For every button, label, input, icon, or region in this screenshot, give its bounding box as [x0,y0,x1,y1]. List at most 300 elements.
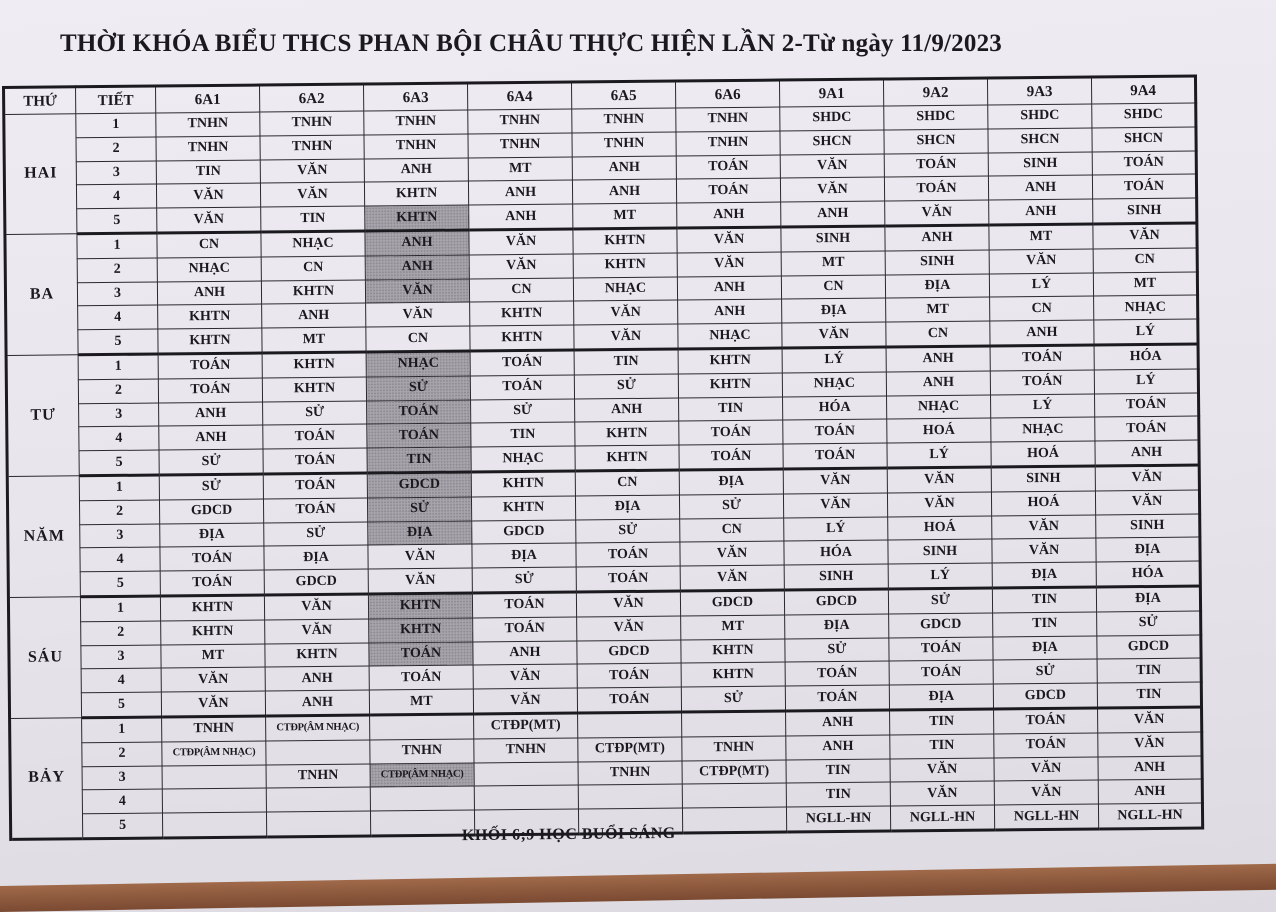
subject-cell: TOÁN [785,661,889,686]
subject-cell: NHẠC [573,277,677,302]
subject-cell: ANH [365,255,469,280]
subject-cell [162,788,266,813]
subject-cell [578,784,682,809]
subject-cell: GDCD [680,590,784,616]
page-title: THỜI KHÓA BIỂU THCS PHAN BỘI CHÂU THỰC HIỆN LẦN 2-Từ ngày 11/9/2023 [60,30,1002,57]
subject-cell: TOÁN [576,566,680,592]
subject-cell: VĂN [260,159,364,184]
subject-cell: SỬ [159,449,263,475]
subject-cell: NHẠC [471,446,575,472]
timetable-container [2,75,1204,841]
subject-cell: KHTN [262,377,366,402]
subject-cell: ANH [572,179,676,204]
subject-cell: GDCD [159,499,263,524]
period-number: 5 [79,450,159,476]
subject-cell [578,712,682,738]
subject-cell [474,762,578,787]
period-number: 4 [81,668,161,693]
subject-cell: TNHN [364,110,468,135]
period-number: 5 [82,813,162,839]
subject-cell: HÓA [783,396,887,421]
period-number: 1 [78,354,158,380]
subject-cell: ĐỊA [575,495,679,520]
subject-cell: HÓA [784,540,888,565]
subject-cell: SỬ [366,376,470,401]
subject-cell: VĂN [677,227,781,253]
subject-cell: MT [681,615,785,640]
subject-cell: TOÁN [470,350,574,376]
subject-cell: ANH [572,156,676,181]
subject-cell: TOÁN [576,542,680,567]
subject-cell: VĂN [469,229,573,255]
subject-cell: GDCD [889,613,993,638]
subject-cell: NHẠC [261,231,365,257]
subject-cell: TOÁN [577,687,681,713]
subject-cell: VĂN [368,544,472,569]
subject-cell: SỬ [263,401,367,426]
subject-cell: ANH [575,398,679,423]
subject-cell: LÝ [991,394,1095,419]
subject-cell: KHTN [369,618,473,643]
subject-cell: TOÁN [1095,416,1199,441]
subject-cell: VĂN [365,279,469,304]
subject-cell: GDCD [472,520,576,545]
subject-cell: ANH [265,666,369,691]
subject-cell: MT [573,203,677,229]
subject-cell: ANH [781,201,885,227]
header-class: 6A4 [467,82,571,110]
subject-cell: ĐỊA [889,684,993,710]
subject-cell: TNHN [676,131,780,156]
subject-cell: KHTN [368,593,472,619]
subject-cell: SỬ [576,519,680,544]
period-number: 1 [82,717,162,743]
subject-cell: CN [886,321,990,347]
subject-cell: SINH [1096,514,1200,539]
period-number: 3 [77,282,157,307]
period-number: 4 [79,426,159,451]
subject-cell: SINH [888,539,992,564]
subject-cell: TOÁN [158,378,262,403]
subject-cell: TOÁN [990,345,1094,371]
subject-cell: VĂN [992,515,1096,540]
subject-cell: SỬ [264,522,368,547]
subject-cell: TOÁN [367,400,471,425]
subject-cell: SHCN [780,130,884,155]
subject-cell: TIN [993,612,1097,637]
subject-cell: MT [781,251,885,276]
subject-cell: ANH [159,402,263,427]
subject-cell [266,787,370,812]
header-tiet: TIẾT [76,86,156,114]
subject-cell: TOÁN [1095,393,1199,418]
subject-cell: TNHN [260,135,364,160]
subject-cell: CN [366,326,470,352]
subject-cell: SHDC [988,104,1092,129]
subject-cell: CN [680,518,784,543]
subject-cell: VĂN [989,249,1093,274]
subject-cell: ANH [886,346,990,372]
subject-cell: KHTN [262,352,366,378]
subject-cell: TOÁN [785,685,889,711]
subject-cell [682,807,786,833]
subject-cell: TOÁN [783,443,887,469]
subject-cell [682,711,786,737]
subject-cell: TIN [786,782,890,807]
subject-cell: CN [990,296,1094,321]
subject-cell: GDCD [264,569,368,595]
subject-cell: LÝ [1094,369,1198,394]
subject-cell: TNHN [676,107,780,132]
subject-cell: SỬ [993,659,1097,684]
subject-cell: TOÁN [263,473,367,499]
subject-cell: TIN [156,160,260,185]
period-number: 2 [79,500,159,525]
subject-cell: KHTN [365,205,469,231]
subject-cell [474,785,578,810]
subject-cell: VĂN [469,254,573,279]
subject-cell: ANH [678,299,782,324]
header-thu: THỨ [4,87,76,115]
subject-cell: TOÁN [473,617,577,642]
subject-cell: TOÁN [160,570,264,596]
subject-cell: TNHN [162,716,266,742]
subject-cell: KHTN [678,373,782,398]
subject-cell: CTĐP(ÂM NHẠC) [370,763,474,788]
subject-cell: TOÁN [676,178,780,203]
subject-cell: VĂN [780,154,884,179]
subject-cell: ANH [262,303,366,328]
subject-cell: ANH [885,225,989,251]
subject-cell: SHCN [884,129,988,154]
subject-cell: ĐỊA [264,545,368,570]
subject-cell: ANH [990,320,1094,346]
subject-cell: TNHN [578,761,682,786]
header-class: 9A3 [987,77,1091,105]
subject-cell: VĂN [473,664,577,689]
period-number: 3 [80,524,160,549]
subject-cell: ANH [365,230,469,256]
subject-cell: HOÁ [991,441,1095,467]
subject-cell: SHDC [780,106,884,131]
subject-cell: VĂN [680,541,784,566]
period-number: 4 [78,305,158,330]
subject-cell: ĐỊA [1096,537,1200,562]
subject-cell: ANH [1095,440,1199,466]
subject-cell: SỬ [681,686,785,712]
subject-cell: CN [1093,248,1197,273]
subject-cell: CN [781,275,885,300]
subject-cell: SHDC [1092,103,1196,128]
subject-cell: TNHN [572,132,676,157]
subject-cell: VĂN [677,252,781,277]
subject-cell: ĐỊA [679,469,783,495]
subject-cell: CTĐP(MT) [682,760,786,785]
subject-cell: TOÁN [1092,151,1196,176]
subject-cell: SINH [781,226,885,252]
period-number: 2 [81,621,161,646]
subject-cell: TOÁN [884,153,988,178]
subject-cell: SINH [988,152,1092,177]
subject-cell: ANH [786,710,890,736]
subject-cell: KHTN [575,445,679,471]
subject-cell: KHTN [678,348,782,374]
subject-cell: TNHN [572,108,676,133]
timetable [2,75,1204,841]
subject-cell: TOÁN [577,663,681,688]
subject-cell: GDCD [367,472,471,498]
subject-cell: TIN [367,447,471,473]
subject-cell: LÝ [887,442,991,468]
subject-cell: GDCD [1097,635,1201,660]
subject-cell: VĂN [1098,732,1202,757]
subject-cell: ĐỊA [782,298,886,323]
subject-cell [370,810,474,836]
subject-cell: ANH [159,425,263,450]
subject-cell: NGLL-HN [1098,803,1202,829]
subject-cell: TIN [890,734,994,759]
subject-cell: SỬ [574,374,678,399]
subject-cell: VĂN [574,300,678,325]
subject-cell: KHTN [471,471,575,497]
subject-cell: VĂN [1095,490,1199,515]
subject-cell: KHTN [261,280,365,305]
subject-cell: SHCN [988,128,1092,153]
subject-cell: NGLL-HN [994,804,1098,830]
subject-cell: KHTN [265,643,369,668]
subject-cell: TOÁN [158,353,262,379]
subject-cell: VĂN [992,538,1096,563]
subject-cell: ANH [1098,756,1202,781]
header-class: 9A4 [1091,76,1195,104]
subject-cell: TIN [679,397,783,422]
subject-cell: ĐỊA [785,614,889,639]
day-label: HAI [4,114,77,235]
subject-cell: VĂN [1098,707,1202,733]
subject-cell: VĂN [264,594,368,620]
period-number: 1 [80,596,160,622]
day-label: NĂM [7,476,80,598]
subject-cell: TNHN [474,738,578,763]
subject-cell: ĐỊA [1096,586,1200,612]
subject-cell: SINH [885,250,989,275]
subject-cell: VĂN [890,781,994,806]
subject-cell: VĂN [368,568,472,594]
subject-cell: ANH [989,199,1093,225]
subject-cell: HÓA [1096,561,1200,587]
subject-cell: KHTN [471,496,575,521]
subject-cell: TOÁN [889,637,993,662]
subject-cell: VĂN [156,183,260,208]
subject-cell: TNHN [260,111,364,136]
subject-cell: KHTN [681,639,785,664]
subject-cell: TNHN [364,134,468,159]
period-number: 5 [81,692,161,718]
subject-cell: MT [989,224,1093,250]
subject-cell: VĂN [885,200,989,226]
subject-cell: SỬ [471,399,575,424]
subject-cell: ANH [469,204,573,230]
subject-cell: VĂN [157,207,261,233]
subject-cell: ANH [468,180,572,205]
subject-cell: VĂN [260,182,364,207]
header-class: 6A5 [571,81,675,109]
subject-cell: SHCN [1092,127,1196,152]
subject-cell: CN [575,470,679,496]
period-number: 3 [81,645,161,670]
period-number: 4 [76,184,156,209]
period-number: 1 [79,475,159,501]
subject-cell [162,812,266,838]
subject-cell: NHẠC [1094,295,1198,320]
subject-cell: TIN [992,587,1096,613]
day-label: BA [5,234,78,356]
subject-cell: TNHN [156,112,260,137]
subject-cell: TOÁN [367,423,471,448]
subject-cell: HÓA [1094,344,1198,370]
subject-cell: ANH [886,371,990,396]
subject-cell: HOÁ [887,418,991,443]
subject-cell: SINH [784,564,888,590]
subject-cell: ANH [677,276,781,301]
period-number: 2 [78,379,158,404]
subject-cell [266,740,370,765]
subject-cell: TOÁN [990,370,1094,395]
subject-cell: VĂN [576,591,680,617]
subject-cell: TNHN [156,136,260,161]
subject-cell: VĂN [1095,465,1199,491]
subject-cell: NGLL-HN [786,806,890,832]
subject-cell: TOÁN [472,592,576,618]
subject-cell: ĐỊA [992,562,1096,588]
subject-cell: TOÁN [470,375,574,400]
subject-cell: HOÁ [888,516,992,541]
subject-cell: NHẠC [157,257,261,282]
subject-cell: TOÁN [679,444,783,470]
subject-cell: KHTN [158,304,262,329]
subject-cell: CN [157,232,261,258]
subject-cell: ANH [677,202,781,228]
period-number: 3 [79,403,159,428]
subject-cell [682,783,786,808]
subject-cell: TOÁN [160,546,264,571]
subject-cell: MT [161,644,265,669]
subject-cell: SHDC [884,105,988,130]
subject-cell: LÝ [989,273,1093,298]
subject-cell: TOÁN [679,420,783,445]
subject-cell: MT [262,327,366,353]
subject-cell: KHTN [681,662,785,687]
subject-cell: SỬ [159,474,263,500]
subject-cell [266,811,370,837]
subject-cell: TOÁN [263,448,367,474]
subject-cell: MT [369,689,473,715]
subject-cell: NHẠC [991,417,1095,442]
subject-cell: CTĐP(MT) [578,737,682,762]
subject-cell: KHTN [573,253,677,278]
subject-cell: SỬ [367,497,471,522]
period-number: 2 [76,137,156,162]
subject-cell: CN [469,278,573,303]
subject-cell: VĂN [366,302,470,327]
subject-cell: TOÁN [884,176,988,201]
period-number: 1 [77,233,157,259]
subject-cell: VĂN [890,758,994,783]
subject-cell: LÝ [888,563,992,589]
subject-cell: TIN [261,206,365,232]
subject-cell: VĂN [473,688,577,714]
subject-cell: VĂN [265,619,369,644]
subject-cell: SINH [1093,198,1197,224]
subject-cell: VĂN [780,177,884,202]
subject-cell: TOÁN [369,642,473,667]
subject-cell: TNHN [468,133,572,158]
subject-cell: TIN [471,422,575,447]
subject-cell: CTĐP(ÂM NHẠC) [266,715,370,741]
subject-cell: TOÁN [263,424,367,449]
day-label: SÁU [8,597,81,719]
subject-cell: ANH [364,158,468,183]
subject-cell: VĂN [887,492,991,517]
subject-cell: VĂN [783,493,887,518]
subject-cell: KHTN [160,595,264,621]
subject-cell: GDCD [993,683,1097,709]
subject-cell: SINH [991,466,1095,492]
subject-cell: ĐỊA [472,543,576,568]
subject-cell: VĂN [994,757,1098,782]
subject-cell: TNHN [682,736,786,761]
subject-cell: MT [886,297,990,322]
subject-cell: SỬ [1097,611,1201,636]
subject-cell: TIN [1097,682,1201,708]
subject-cell: ANH [157,281,261,306]
period-number: 4 [82,789,162,814]
subject-cell: MT [1093,272,1197,297]
subject-cell: TIN [890,709,994,735]
subject-cell: VĂN [783,468,887,494]
header-class: 9A2 [883,78,987,106]
subject-cell: VĂN [161,691,265,717]
subject-cell: TOÁN [263,498,367,523]
period-number: 5 [80,571,160,597]
subject-cell: NGLL-HN [890,805,994,831]
subject-cell: TIN [574,349,678,375]
subject-cell: KHTN [575,421,679,446]
subject-cell: VĂN [1093,223,1197,249]
subject-cell [370,714,474,740]
subject-cell: ĐỊA [160,523,264,548]
subject-cell: VĂN [161,667,265,692]
subject-cell: KHTN [573,228,677,254]
period-number: 3 [76,161,156,186]
subject-cell: TOÁN [994,708,1098,734]
header-class: 6A3 [363,83,467,111]
subject-cell: ANH [988,175,1092,200]
period-number: 2 [82,742,162,767]
subject-cell: TOÁN [1092,174,1196,199]
subject-cell: CN [261,256,365,281]
subject-cell: SỬ [679,494,783,519]
header-class: 6A6 [675,80,779,108]
header-class: 9A1 [779,79,883,107]
subject-cell: ANH [786,735,890,760]
subject-cell: TNHN [266,764,370,789]
subject-cell: LÝ [784,517,888,542]
subject-cell [370,786,474,811]
subject-cell: ĐỊA [885,274,989,299]
subject-cell: LÝ [1094,319,1198,345]
subject-cell: NHẠC [887,395,991,420]
